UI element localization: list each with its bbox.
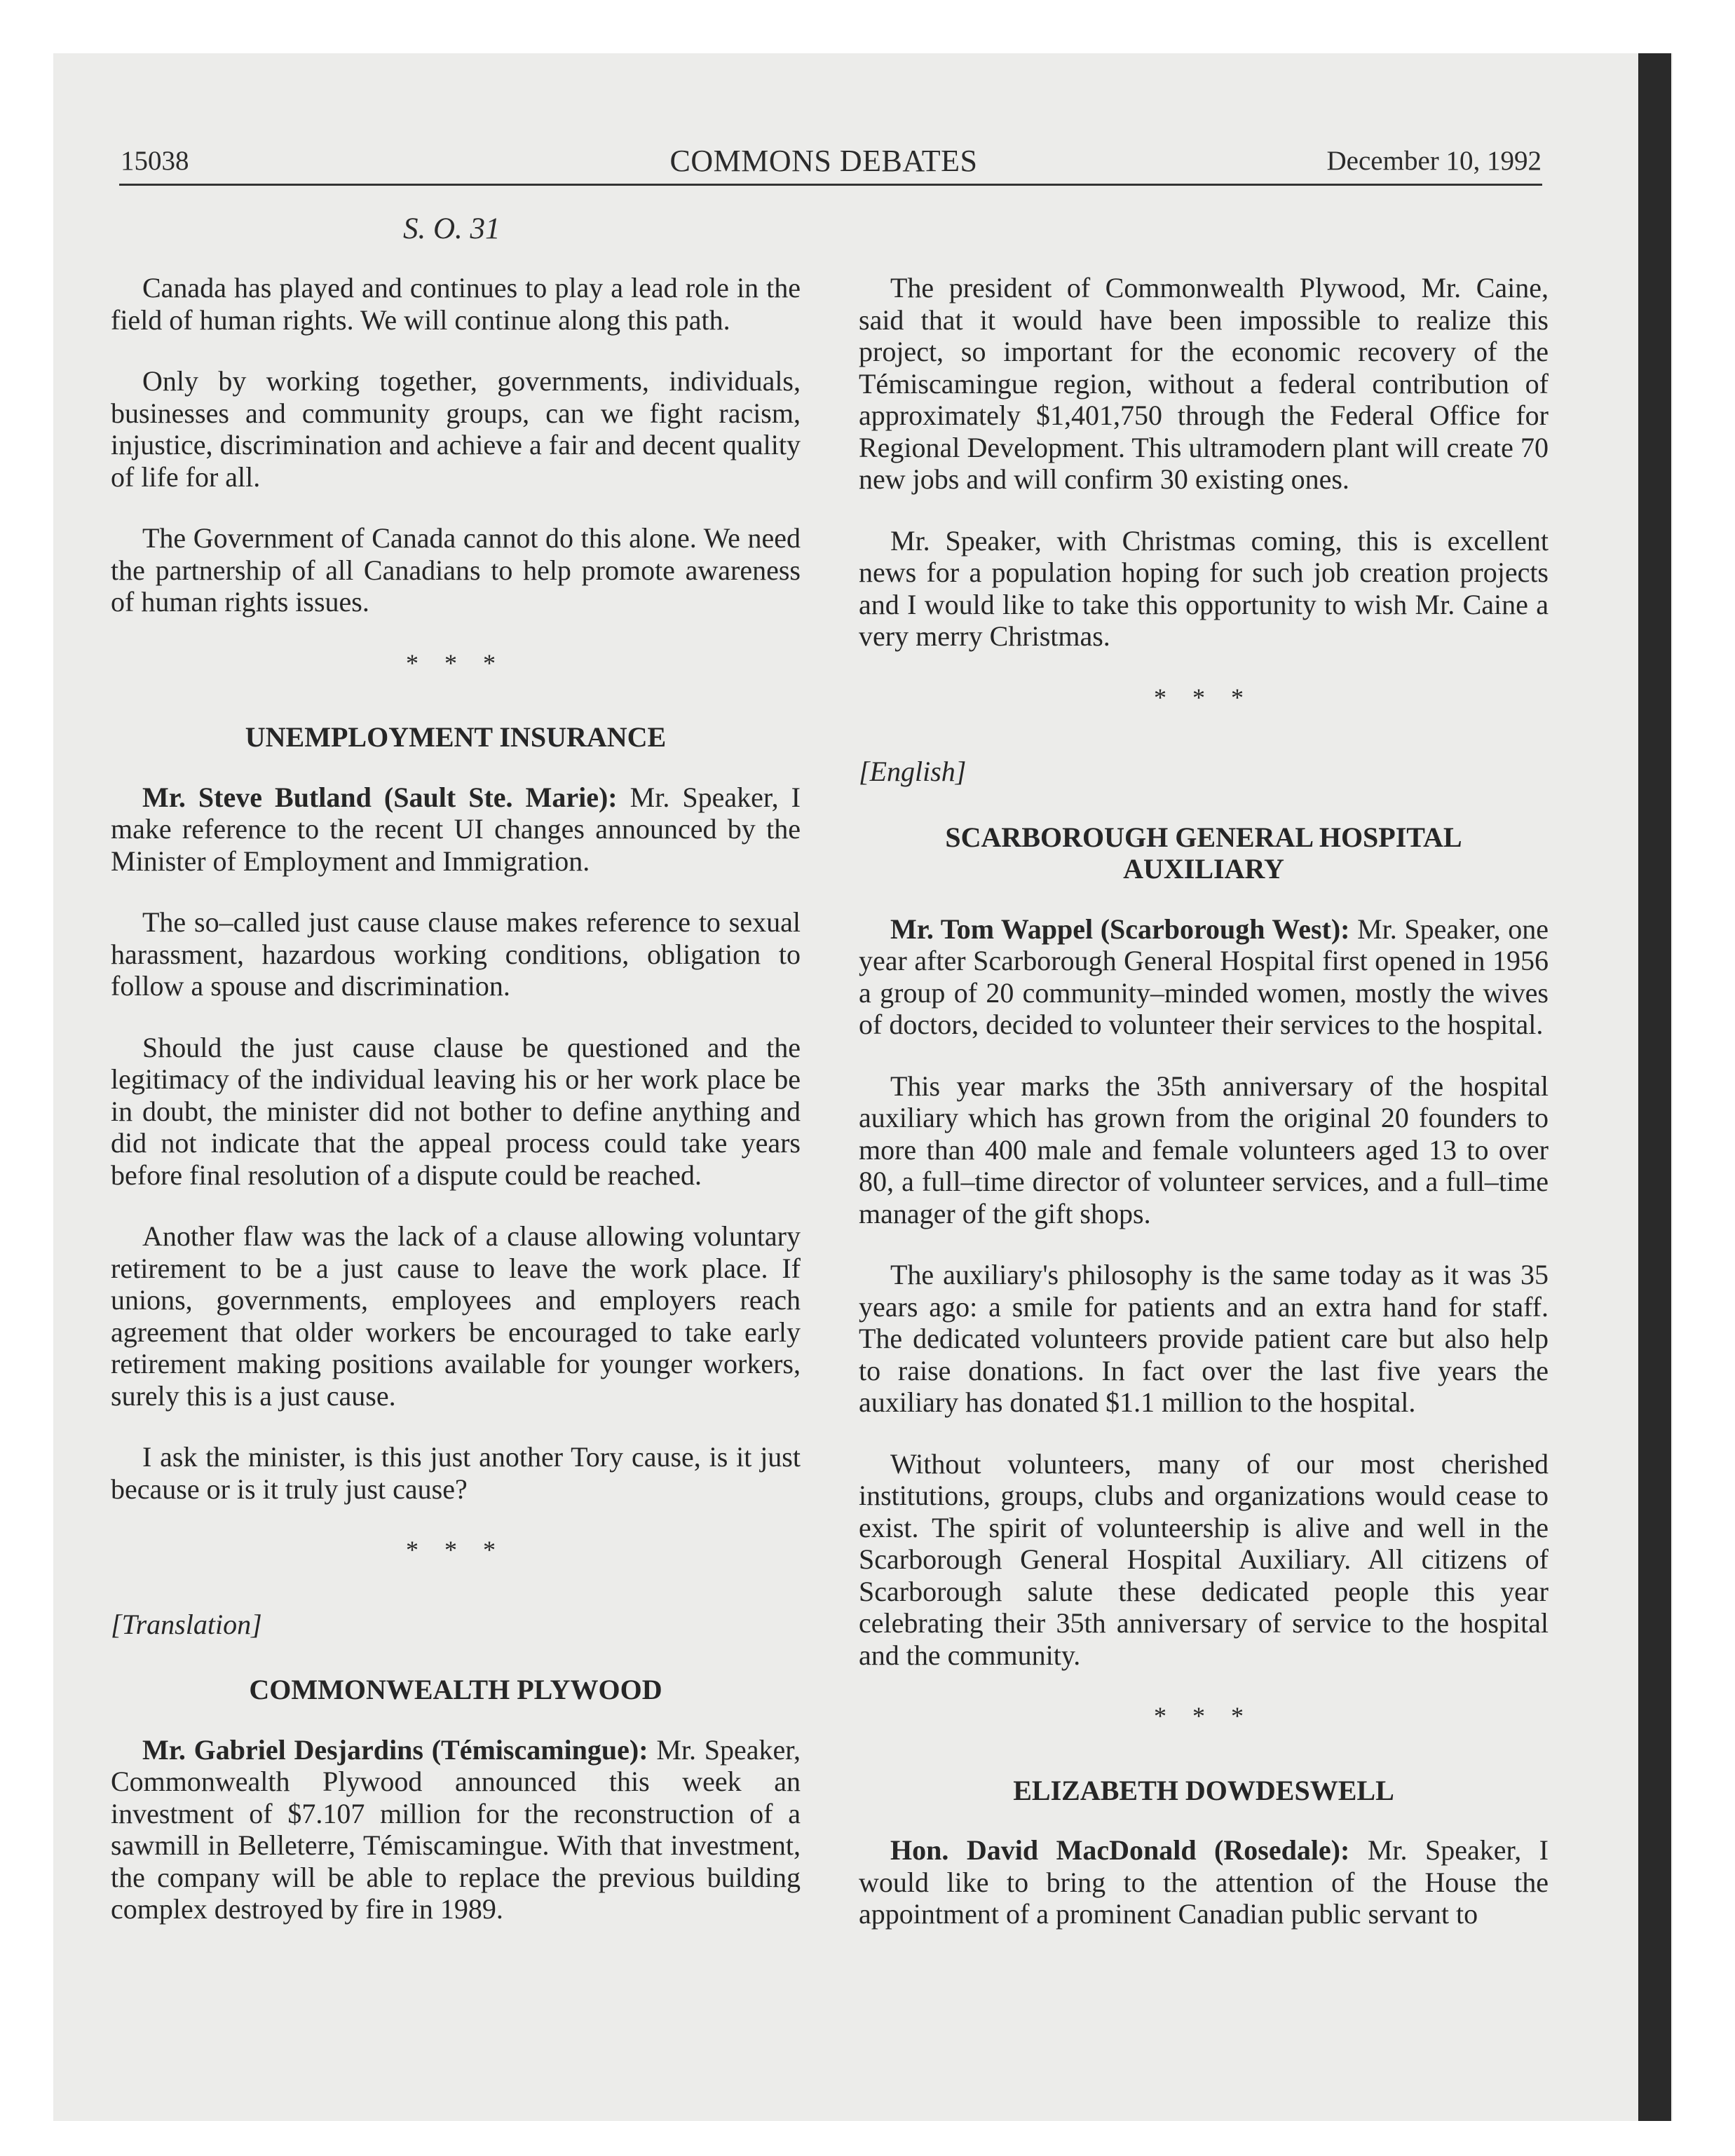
speech-text: Mr. Speaker, Commonwealth Plywood announced this week an investment of $7.107 million for the reconstruction of a sawmill in Belleterre, Témiscamingue. With that investment, the company will be able to replace the previous building complex destroyed by fire in 1989. <box>111 1733 801 1925</box>
right-column <box>859 272 1549 1960</box>
language-label: [English] <box>859 756 967 787</box>
speaker-name: Hon. David MacDonald (Rosedale): <box>890 1834 1350 1866</box>
paragraph: Without volunteers, many of our most cherished institutions, groups, clubs and organizations would cease to exist. The spirit of volunteership is alive and well in the Scarborough General Hospital Auxiliary. All citizens of Scarborough salute these dedicated people this year celebrating their 35th anniversary of service to the hospital and the community. <box>859 1447 1549 1671</box>
header-rule <box>119 184 1542 186</box>
speech-paragraph <box>859 913 1549 1041</box>
section-heading-unemployment-insurance: UNEMPLOYMENT INSURANCE <box>245 721 667 753</box>
speaker-name: Mr. Steve Butland (Sault Ste. Marie): <box>142 781 618 813</box>
speech-paragraph <box>111 1734 801 1925</box>
section-separator: * * * <box>406 1536 505 1564</box>
speaker-name: Mr. Gabriel Desjardins (Témiscamingue): <box>142 1733 648 1766</box>
paragraph: Canada has played and continues to play a lead role in the field of human rights. We will continue along this path. <box>111 272 801 336</box>
section-heading-elizabeth-dowdeswell: ELIZABETH DOWDESWELL <box>1013 1774 1394 1806</box>
heading-line: AUXILIARY <box>1123 853 1284 885</box>
standing-order-label: S. O. 31 <box>403 212 501 245</box>
speech-text: Mr. Speaker, I make reference to the recent UI changes announced by the Minister of Employment and Immigration. <box>111 781 801 877</box>
left-column <box>111 272 801 1955</box>
speech-text: Mr. Speaker, I would like to bring to the attention of the House the appointment of a prominent Canadian public servant to <box>859 1834 1549 1930</box>
page-date: December 10, 1992 <box>1326 146 1542 176</box>
speech-paragraph <box>111 782 801 878</box>
paragraph: The so–called just cause clause makes reference to sexual harassment, hazardous working conditions, obligation to follow a spouse and discrimination. <box>111 906 801 1002</box>
paragraph: Mr. Speaker, with Christmas coming, this is excellent news for a population hoping for such job creation projects and I would like to take this opportunity to wish Mr. Caine a very merry Christmas. <box>859 524 1549 652</box>
paragraph: Should the just cause clause be questioned and the legitimacy of the individual leaving his or her work place be in doubt, the minister did not bother to define anything and did not indicate that the appeal process could take years before final resolution of a dispute could be reached. <box>111 1031 801 1191</box>
paragraph: The president of Commonwealth Plywood, Mr. Caine, said that it would have been impossible to realize this project, so important for the economic recovery of the Témiscamingue region, without a federal contribution of approximately $1,401,750 through the Federal Office for Regional Development. This ultramodern plant will create 70 new jobs and will confirm 30 existing ones. <box>859 272 1549 495</box>
paragraph: This year marks the 35th anniversary of the hospital auxiliary which has grown from the original 20 founders to more than 400 male and female volunteers aged 13 to over 80, a full–time director of volunteer services, and a full–time manager of the gift shops. <box>859 1070 1549 1229</box>
section-separator: * * * <box>406 648 505 677</box>
speech-paragraph <box>859 1834 1549 1930</box>
heading-line: SCARBOROUGH GENERAL HOSPITAL <box>945 821 1462 853</box>
section-separator: * * * <box>1154 683 1253 711</box>
paragraph: The auxiliary's philosophy is the same today as it was 35 years ago: a smile for patients and an extra hand for staff. The dedicated volunteers provide patient care but also help to raise donations. In fact over the last five years the auxiliary has donated $1.1 million to the hospital. <box>859 1259 1549 1418</box>
paragraph: Only by working together, governments, individuals, businesses and community groups, can we fight racism, injustice, discrimination and achieve a fair and decent quality of life for all. <box>111 365 801 493</box>
paragraph: The Government of Canada cannot do this alone. We need the partnership of all Canadians to help promote awareness of human rights issues. <box>111 522 801 618</box>
section-heading-commonwealth-plywood: COMMONWEALTH PLYWOOD <box>249 1674 662 1705</box>
scan-edge-shadow <box>1638 53 1671 2121</box>
paragraph: Another flaw was the lack of a clause allowing voluntary retirement to be a just cause to leave the work place. If unions, governments, employees and employers reach agreement that older workers be encouraged to take early retirement making positions available for younger workers, surely this is a just cause. <box>111 1220 801 1412</box>
section-separator: * * * <box>1154 1702 1253 1730</box>
paragraph: I ask the minister, is this just another Tory cause, is it just because or is it truly just cause? <box>111 1441 801 1505</box>
language-label: [Translation] <box>111 1608 262 1640</box>
publication-title: COMMONS DEBATES <box>669 144 978 178</box>
page-number: 15038 <box>121 146 189 176</box>
speaker-name: Mr. Tom Wappel (Scarborough West): <box>890 913 1350 945</box>
section-heading-scarborough-hospital <box>859 821 1549 885</box>
speech-text: Mr. Speaker, one year after Scarborough General Hospital first opened in 1956 a group of 20 community–minded women, mostly the wives of doctors, decided to volunteer their services to the hospital. <box>859 913 1549 1040</box>
